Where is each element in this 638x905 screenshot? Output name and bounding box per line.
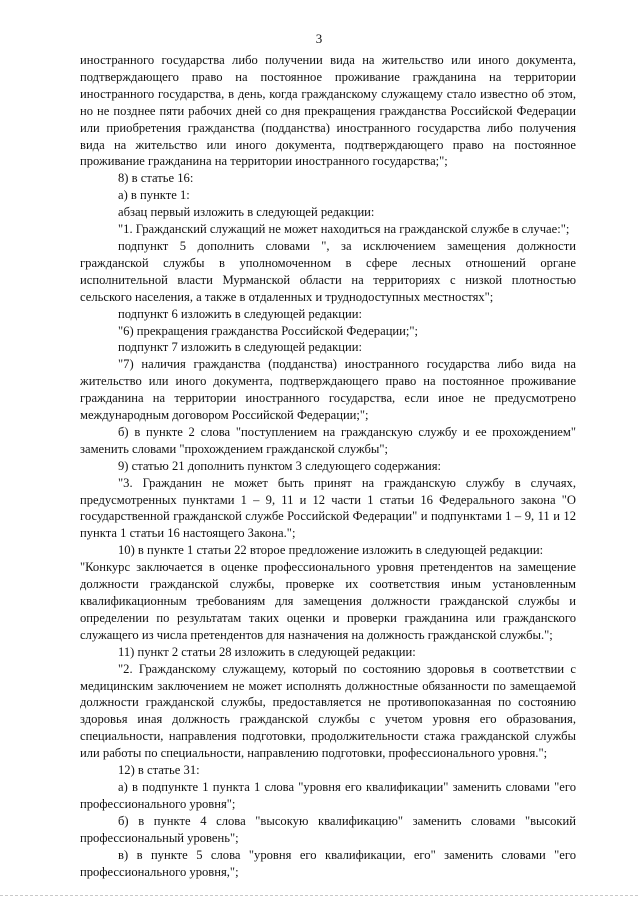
paragraph: "2. Гражданскому служащему, который по состоянию здоровья в соответствии с медицинским заключением не может исполнять должностные обязанности по замещаемой должности гражданской службы, предоставляется не противопоказанная по состоянию здоровья иная должность гражданской службы с учетом уровня его образования, специальности, направления подготовки, продолжительности стажа гражданской службы или работы по специальности, направлению подготовки, профессионального уровня."; [80, 661, 576, 761]
paragraph: "3. Гражданин не может быть принят на гражданскую службу в случаях, предусмотренных пунктами 1 – 9, 11 и 12 части 1 статьи 16 Федерального закона "О государственной гражданской службе Российской Федерации" и подпунктами 1 – 9, 11 и 12 пункта 1 статьи 16 настоящего Закона."; [80, 475, 576, 541]
paragraph: "6) прекращения гражданства Российской Федерации;"; [118, 323, 419, 338]
paragraph: б) в пункте 2 слова "поступлением на гражданскую службу и ее прохождением" заменить словами "прохождением гражданской службы"; [80, 424, 576, 456]
paragraph: в) в пункте 5 слова "уровня его квалификации, его" заменить словами "его профессионального уровня,"; [80, 847, 576, 879]
paragraph: б) в пункте 4 слова "высокую квалификацию" заменить словами "высокий профессиональный уровень"; [80, 813, 576, 845]
paragraph: а) в пункте 1: [118, 188, 190, 203]
paragraph: "Конкурс заключается в оценке профессионального уровня претендентов на замещение должности гражданской службы, проверке их соответствия иным установленным квалификационным требованиям для замещения должности гражданской службы и определении по результатам таких оценки и проверки гражданина или гражданского служащего из числа претендентов для назначения на должность гражданской службы."; [80, 560, 576, 642]
paragraph: 10) в пункте 1 статьи 22 второе предложение изложить в следующей редакции: [118, 543, 544, 558]
paragraph: 9) статью 21 дополнить пунктом 3 следующего содержания: [118, 458, 441, 473]
paragraph: 12) в статье 31: [118, 763, 200, 778]
paragraph: 8) в статье 16: [118, 171, 194, 186]
document-body [80, 52, 576, 880]
paragraph: "1. Гражданский служащий не может находиться на гражданской службе в случае:"; [118, 222, 570, 237]
paragraph: подпункт 5 дополнить словами ", за исключением замещения должности гражданской службы в уполномоченном в сфере лесных отношений органе исполнительной власти Мурманской области на территориях с низкой плотностью сельского населения, а также в отдаленных и труднодоступных местностях"; [80, 238, 576, 304]
page-number: 3 [315, 31, 323, 46]
page-bottom-edge [0, 895, 638, 897]
paragraph: а) в подпункте 1 пункта 1 слова "уровня его квалификации" заменить словами "его профессионального уровня"; [80, 779, 576, 811]
paragraph: 11) пункт 2 статьи 28 изложить в следующей редакции: [118, 644, 416, 659]
paragraph: "7) наличия гражданства (подданства) иностранного государства либо вида на жительство или иного документа, подтверждающего право на постоянное проживание гражданина на территории иностранного государства, если иное не предусмотрено международным договором Российской Федерации;"; [80, 357, 576, 423]
paragraph: подпункт 7 изложить в следующей редакции: [118, 340, 362, 355]
paragraph: абзац первый изложить в следующей редакции: [118, 205, 375, 220]
paragraph: иностранного государства либо получении вида на жительство или иного документа, подтверждающего право на постоянное проживание гражданина на территории иностранного государства, в день, когда гражданскому служащему стало известно об этом, но не позднее пяти рабочих дней со дня прекращения гражданства Российской Федерации или приобретения гражданства (подданства) иностранного государства либо получения вида на жительство или иного документа, подтверждающего право на постоянное проживание гражданина на территории иностранного государства;"; [80, 53, 576, 169]
paragraph: подпункт 6 изложить в следующей редакции: [118, 306, 362, 321]
